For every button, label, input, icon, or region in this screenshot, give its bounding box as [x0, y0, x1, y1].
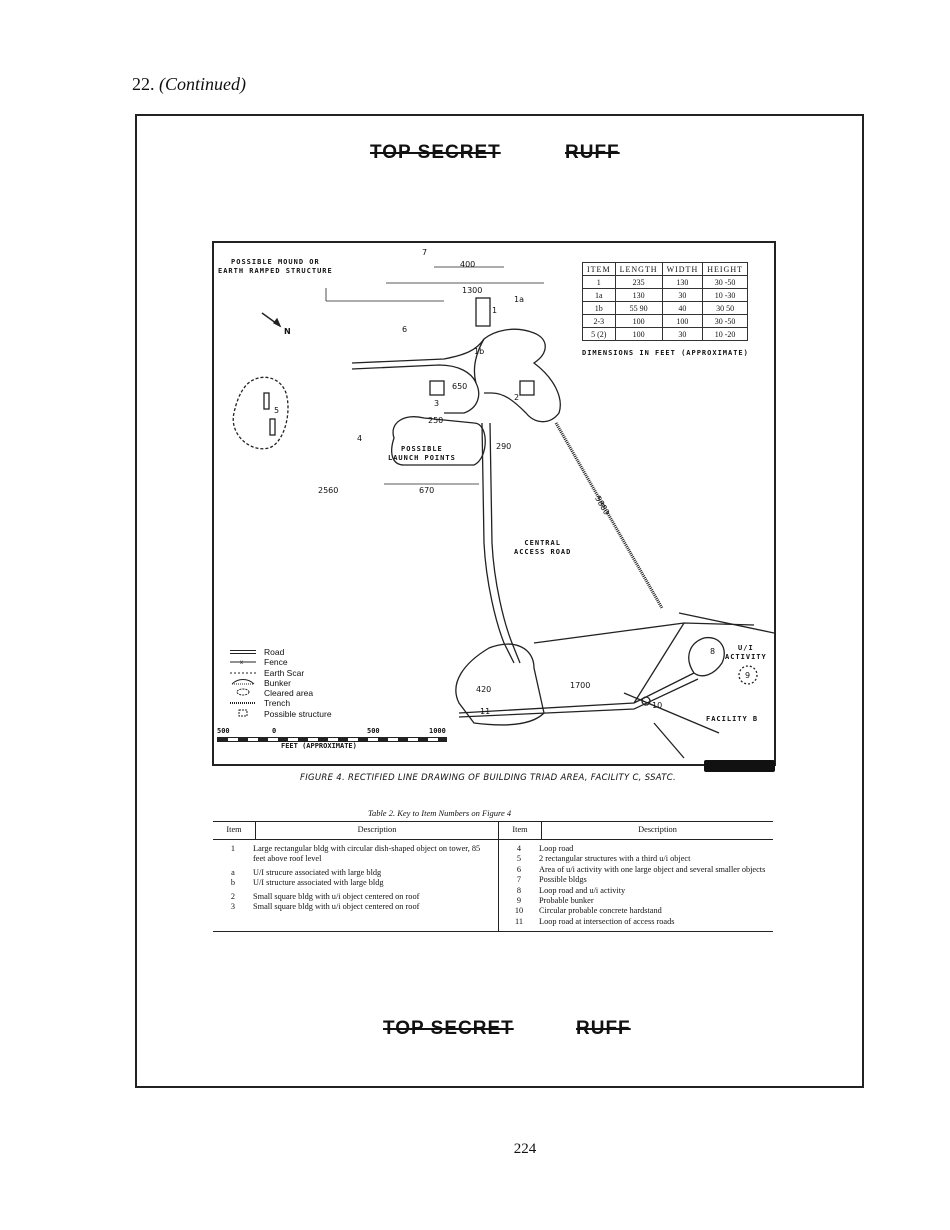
dim-670: 670: [419, 486, 435, 495]
list-item: [213, 902, 498, 912]
key-item: 11: [515, 916, 523, 926]
key-item: a: [231, 867, 235, 877]
key-item: 4: [516, 844, 522, 853]
redaction-mark: [704, 760, 775, 772]
legend-label: Road: [264, 647, 285, 657]
key-header-description: Description: [256, 822, 499, 840]
page-heading: [132, 74, 246, 95]
bunker-icon: [228, 678, 264, 688]
key-desc: Large rectangular bldg with circular dish-shaped object on tower, 85 feet above roof level: [253, 844, 481, 864]
dim-header-length: LENGTH: [615, 263, 662, 276]
scale-label: FEET (APPROXIMATE): [281, 742, 357, 750]
table-caption: Table 2. Key to Item Numbers on Figure 4: [368, 808, 512, 818]
key-item: 5: [516, 854, 522, 864]
page-number: 224: [513, 1141, 537, 1157]
dim-cell: 235: [615, 276, 662, 289]
legend-item: [228, 688, 332, 698]
key-desc: U/I strucure associated with large bldg: [253, 867, 382, 877]
key-desc: Loop road: [539, 844, 574, 853]
label-facility-b: FACILITY B: [706, 715, 759, 723]
item-label-6: 6: [402, 325, 408, 334]
earth-scar-icon: [228, 668, 264, 678]
dim-cell: 30: [662, 289, 703, 302]
legend-label: Earth Scar: [264, 667, 305, 678]
dim-header-height: HEIGHT: [703, 263, 748, 276]
dim-cell: 2-3: [583, 315, 616, 328]
table-row: [583, 315, 748, 328]
table-row: [583, 276, 748, 289]
table-row: [213, 840, 773, 932]
key-header-item-2: Item: [499, 822, 542, 840]
scale-tick: 0: [272, 727, 277, 735]
item-label-1a: 1a: [514, 295, 524, 304]
key-desc: Loop road at intersection of access roads: [539, 916, 675, 926]
key-header-description-2: Description: [542, 822, 774, 840]
item-label-9: 9: [745, 671, 751, 680]
key-desc: Possible bldgs: [539, 875, 587, 885]
dim-cell: 1: [583, 276, 616, 289]
legend-item: [228, 709, 332, 719]
dim-cell: 1a: [583, 289, 616, 302]
dim-cell: 10 -20: [703, 328, 748, 341]
key-item: 1: [230, 844, 236, 853]
dim-5880: 5880: [593, 494, 612, 517]
key-desc: Small square bldg with u/i object centered on roof: [253, 902, 420, 912]
scale-tick: 500: [217, 727, 230, 735]
legend-item: [228, 678, 332, 688]
dim-cell: 30: [662, 328, 703, 341]
table-row: [583, 302, 748, 315]
scale-tick: 500: [367, 727, 380, 735]
dim-cell: 40: [662, 302, 703, 315]
key-item: 8: [516, 885, 522, 895]
trench-icon: [228, 698, 264, 708]
dim-cell: 130: [662, 276, 703, 289]
legend-item: [228, 668, 332, 678]
key-item: 3: [230, 902, 236, 912]
key-item: 7: [516, 875, 522, 885]
dimensions-table-header: [583, 263, 748, 276]
heading-continued: (Continued): [159, 74, 246, 94]
heading-number: 22.: [132, 74, 155, 94]
dim-cell: 30 -50: [703, 315, 748, 328]
cleared-area-icon: [228, 688, 264, 698]
legend-label: Trench: [264, 698, 291, 709]
classification-top-secret-bottom: TOP SECRET: [383, 1018, 514, 1039]
dim-header-width: WIDTH: [662, 263, 703, 276]
item-label-3: 3: [434, 399, 440, 408]
key-table: [213, 821, 773, 932]
key-item: 6: [516, 864, 522, 874]
dim-1700: 1700: [570, 681, 591, 690]
legend-label: Possible structure: [264, 708, 332, 719]
key-item: 2: [230, 891, 236, 901]
classification-ruff-bottom: RUFF: [576, 1018, 631, 1039]
key-item: 10: [514, 906, 524, 916]
label-possible-launch-points: POSSIBLE LAUNCH POINTS: [388, 445, 456, 462]
legend-label: Bunker: [264, 677, 291, 688]
item-label-8: 8: [710, 647, 716, 656]
classification-top-secret-top: TOP SECRET: [370, 142, 501, 163]
list-item: [499, 844, 773, 854]
dim-cell: 30 -50: [703, 276, 748, 289]
svg-text:x: x: [240, 660, 243, 666]
legend-label: Fence: [264, 657, 288, 668]
list-item: [213, 844, 498, 865]
list-item: [213, 868, 498, 878]
item-label-1b: 1b: [474, 347, 485, 356]
dimensions-caption: DIMENSIONS IN FEET (APPROXIMATE): [582, 349, 749, 357]
possible-structure-icon: [228, 709, 264, 719]
dim-cell: 30 50: [703, 302, 748, 315]
key-header-item: Item: [213, 822, 256, 840]
legend-item: [228, 647, 332, 657]
legend-item: [228, 657, 332, 667]
scale-tick: 1000: [429, 727, 446, 735]
key-desc: Probable bunker: [539, 896, 594, 906]
dim-650: 650: [452, 382, 468, 391]
north-label: N: [284, 327, 291, 336]
key-desc: 2 rectangular structures with a third u/i object: [539, 854, 691, 864]
table-row: [583, 328, 748, 341]
scale-ticks: [217, 727, 457, 737]
dim-cell: 130: [615, 289, 662, 302]
label-ui-activity: U/I ACTIVITY: [725, 644, 767, 661]
item-label-5: 5: [274, 406, 280, 415]
list-item: [499, 917, 773, 927]
item-label-4: 4: [357, 434, 363, 443]
dim-400: 400: [460, 260, 476, 269]
dim-420: 420: [476, 685, 492, 694]
item-label-11: 11: [480, 707, 491, 716]
dim-header-item: ITEM: [583, 263, 616, 276]
label-central-access-road: CENTRAL ACCESS ROAD: [514, 539, 572, 556]
key-item: b: [230, 878, 236, 888]
classification-ruff-top: RUFF: [565, 142, 620, 163]
dim-cell: 1b: [583, 302, 616, 315]
table-row: [583, 289, 748, 302]
item-label-2: 2: [514, 393, 520, 402]
item-label-1: 1: [492, 306, 498, 315]
dim-cell: 100: [615, 328, 662, 341]
list-item: [213, 892, 498, 902]
dim-cell: 10 -30: [703, 289, 748, 302]
map-legend: [228, 647, 332, 719]
key-desc: Area of u/i activity with one large object and several smaller objects: [539, 864, 766, 874]
list-item: [499, 875, 773, 885]
dim-1300: 1300: [462, 286, 483, 295]
map-drawing: [212, 241, 776, 766]
key-desc: U/I structure associated with large bldg: [253, 878, 384, 888]
list-item: [499, 906, 773, 916]
list-item: [499, 886, 773, 896]
figure-caption: FIGURE 4. RECTIFIED LINE DRAWING OF BUILDING TRIAD AREA, FACILITY C, SSATC.: [300, 773, 677, 783]
list-item: [499, 865, 773, 875]
dim-cell: 100: [615, 315, 662, 328]
dim-cell: 100: [662, 315, 703, 328]
dim-250: 250: [428, 416, 444, 425]
dim-cell: 5 (2): [583, 328, 616, 341]
dim-cell: 55 90: [615, 302, 662, 315]
key-item: 9: [516, 896, 522, 906]
map-scale-bar: [217, 727, 457, 750]
key-table-header: [213, 822, 773, 840]
key-desc: Circular probable concrete hardstand: [539, 906, 662, 916]
dim-2560: 2560: [318, 486, 339, 495]
list-item: [213, 878, 498, 888]
legend-label: Cleared area: [264, 688, 314, 699]
list-item: [499, 854, 773, 864]
list-item: [499, 896, 773, 906]
key-desc: Loop road and u/i activity: [539, 885, 626, 895]
item-label-10: 10: [652, 701, 663, 710]
legend-item: [228, 698, 332, 708]
fence-icon: [228, 657, 264, 667]
key-desc: Small square bldg with u/i object centered on roof: [253, 891, 420, 901]
label-possible-mound: POSSIBLE MOUND OR EARTH RAMPED STRUCTURE: [218, 258, 333, 275]
road-icon: [228, 647, 264, 657]
item-label-7: 7: [422, 248, 428, 257]
dimensions-table: [582, 262, 748, 341]
dim-290: 290: [496, 442, 512, 451]
